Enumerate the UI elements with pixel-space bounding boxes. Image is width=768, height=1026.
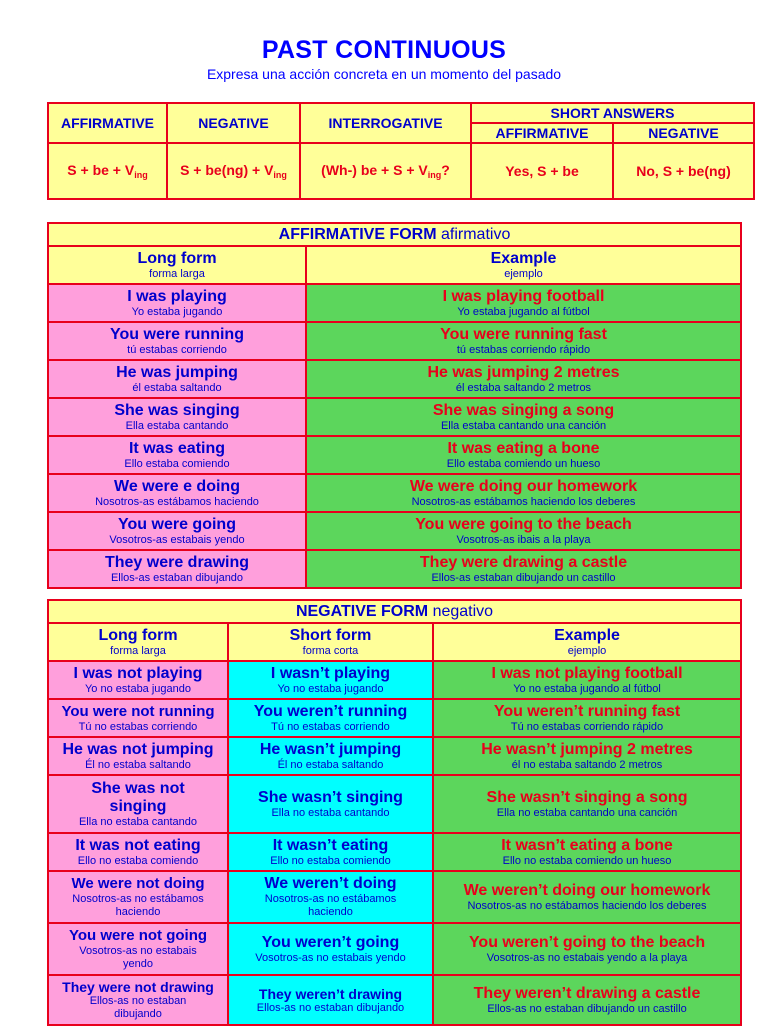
form-text: She was singing: [114, 401, 240, 419]
affirmative-long-form-cell: [48, 322, 306, 360]
short-form-translation: Yo no estaba jugando: [277, 682, 384, 695]
negative-short-form-cell: [228, 871, 433, 923]
negative-long-form-cell: [48, 871, 228, 923]
short-form-translation: Ello no estaba comiendo: [270, 854, 391, 867]
short-form-text: He wasn’t jumping: [259, 740, 402, 758]
affirmative-title-es: afirmativo: [441, 225, 511, 243]
short-form-translation: Él no estaba saltando: [277, 758, 384, 771]
negative-example-cell: [433, 923, 741, 975]
affirmative-long-form-cell: [48, 398, 306, 436]
header-translation: forma larga: [110, 644, 166, 657]
negative-example-cell: [433, 699, 741, 737]
affirmative-long-form-cell: [48, 550, 306, 588]
page-subtitle: Expresa una acción concreta en un momento del pasado: [206, 66, 562, 82]
summary-header-short-answers: SHORT ANSWERS: [471, 103, 754, 123]
example-text: She wasn’t singing a song: [486, 788, 688, 806]
negative-long-form-cell: [48, 699, 228, 737]
affirmative-example-cell: [306, 436, 741, 474]
example-translation: Yo no estaba jugando al fútbol: [513, 682, 661, 695]
example-translation: Ellos-as estaban dibujando un castillo: [431, 571, 616, 584]
form-text: You were running: [110, 325, 244, 343]
example-text: You were going to the beach: [415, 515, 632, 533]
negative-header-long-form: [48, 623, 228, 661]
negative-long-form-cell: [48, 775, 228, 833]
long-form-translation: Nosotros-as no estábamos haciendo: [72, 893, 204, 918]
page-title: PAST CONTINUOUS: [261, 36, 507, 64]
table-row: [48, 436, 741, 474]
form-text: We were e doing: [114, 477, 240, 495]
formula-text: (Wh-) be + S + V: [321, 162, 428, 178]
table-row: [48, 737, 741, 775]
affirmative-header-example: [306, 246, 741, 284]
example-translation: él no estaba saltando 2 metros: [511, 758, 663, 771]
short-form-text: You weren’t running: [253, 702, 408, 720]
short-form-translation: Ellos-as no estaban dibujando: [256, 1001, 405, 1014]
long-form-text: She was not singing: [91, 779, 185, 815]
affirmative-long-form-cell: [48, 436, 306, 474]
example-text: I was playing football: [442, 287, 605, 305]
negative-long-form-cell: [48, 737, 228, 775]
form-translation: él estaba saltando: [132, 381, 222, 394]
long-form-translation: Tú no estabas corriendo: [78, 720, 198, 733]
example-text: They weren’t drawing a castle: [473, 984, 701, 1002]
example-translation: tú estabas corriendo rápido: [456, 343, 591, 356]
negative-title-es: negativo: [432, 602, 494, 620]
negative-title-en: NEGATIVE FORM: [295, 602, 429, 620]
negative-title: [48, 600, 741, 623]
header-translation: ejemplo: [504, 267, 543, 280]
example-text: It wasn’t eating a bone: [501, 836, 673, 854]
summary-formula-negative: [167, 143, 300, 199]
negative-header-short-form: [228, 623, 433, 661]
header-text: Short form: [289, 626, 372, 644]
example-translation: Nosotros-as estábamos haciendo los deberes: [411, 495, 636, 508]
table-row: [48, 661, 741, 699]
table-row: [48, 474, 741, 512]
summary-table: [47, 102, 755, 200]
long-form-text: He was not jumping: [62, 740, 214, 758]
negative-long-form-cell: [48, 661, 228, 699]
table-row: [48, 360, 741, 398]
negative-long-form-cell: [48, 975, 228, 1025]
example-translation: Yo estaba jugando al fútbol: [457, 305, 590, 318]
negative-short-form-cell: [228, 737, 433, 775]
affirmative-long-form-cell: [48, 512, 306, 550]
affirmative-example-cell: [306, 360, 741, 398]
example-text: She was singing a song: [432, 401, 615, 419]
example-translation: él estaba saltando 2 metros: [455, 381, 592, 394]
negative-header-example: [433, 623, 741, 661]
form-translation: Ellos-as estaban dibujando: [110, 571, 244, 584]
form-text: He was jumping: [116, 363, 238, 381]
negative-short-form-cell: [228, 699, 433, 737]
negative-example-cell: [433, 833, 741, 871]
affirmative-example-cell: [306, 474, 741, 512]
summary-header-affirmative: AFFIRMATIVE: [48, 103, 167, 143]
example-text: He was jumping 2 metres: [427, 363, 620, 381]
example-text: You weren’t running fast: [493, 702, 681, 720]
form-translation: Nosotros-as estábamos haciendo: [95, 495, 259, 508]
short-form-translation: Tú no estabas corriendo: [271, 720, 390, 733]
example-text: I was not playing football: [491, 664, 683, 682]
long-form-text: We were not doing: [71, 875, 205, 892]
example-translation: Vosotros-as ibais a la playa: [456, 533, 591, 546]
form-translation: tú estabas corriendo: [127, 343, 227, 356]
affirmative-header-long-form: [48, 246, 306, 284]
short-form-text: You weren’t going: [261, 933, 400, 951]
example-translation: Ello no estaba comiendo un hueso: [502, 854, 672, 867]
header-translation: forma corta: [302, 644, 359, 657]
short-form-text: We weren’t doing: [264, 875, 397, 892]
formula-subscript: ing: [134, 170, 148, 180]
summary-formula-no: No, S + be(ng): [613, 143, 754, 199]
negative-example-cell: [433, 737, 741, 775]
summary-header-negative: NEGATIVE: [167, 103, 300, 143]
long-form-translation: Ella no estaba cantando: [78, 815, 198, 828]
example-text: We weren’t doing our homework: [463, 881, 711, 899]
affirmative-example-cell: [306, 550, 741, 588]
form-translation: Yo estaba jugando: [131, 305, 223, 318]
header-text: Example: [490, 249, 557, 267]
short-form-translation: Nosotros-as no estábamos haciendo: [264, 893, 397, 918]
affirmative-example-cell: [306, 512, 741, 550]
example-translation: Ello estaba comiendo un hueso: [446, 457, 601, 470]
table-row: [48, 322, 741, 360]
example-text: You were running fast: [440, 325, 607, 343]
form-text: I was playing: [127, 287, 227, 305]
negative-short-form-cell: [228, 923, 433, 975]
summary-formula-interrogative: [300, 143, 471, 199]
affirmative-example-cell: [306, 322, 741, 360]
example-text: He wasn’t jumping 2 metres: [481, 740, 693, 758]
formula-text: S + be(ng) + V: [180, 162, 274, 178]
summary-formula-affirmative: [48, 143, 167, 199]
long-form-text: It was not eating: [75, 836, 201, 854]
table-row: [48, 699, 741, 737]
form-translation: Ello estaba comiendo: [124, 457, 230, 470]
short-form-translation: Vosotros-as no estabais yendo: [255, 951, 406, 964]
short-form-text: They weren’t drawing: [258, 985, 403, 1002]
summary-header-sa-affirmative: AFFIRMATIVE: [471, 123, 613, 143]
negative-example-cell: [433, 871, 741, 923]
form-text: They were drawing: [104, 553, 250, 571]
example-translation: Nosotros-as no estábamos haciendo los deberes: [467, 899, 707, 912]
example-text: It was eating a bone: [447, 439, 600, 457]
short-form-text: I wasn’t playing: [270, 664, 391, 682]
negative-long-form-cell: [48, 833, 228, 871]
summary-header-sa-negative: NEGATIVE: [613, 123, 754, 143]
formula-subscript: ing: [427, 170, 442, 180]
negative-example-cell: [433, 775, 741, 833]
example-text: We were doing our homework: [409, 477, 638, 495]
affirmative-table: [47, 222, 742, 589]
table-row: [48, 284, 741, 322]
affirmative-title: [48, 223, 741, 246]
negative-example-cell: [433, 661, 741, 699]
form-text: You were going: [118, 515, 236, 533]
negative-short-form-cell: [228, 975, 433, 1025]
example-translation: Ellos-as no estaban dibujando un castillo: [487, 1002, 687, 1015]
long-form-text: They were not drawing: [62, 979, 214, 995]
short-form-translation: Ella no estaba cantando: [271, 806, 390, 819]
affirmative-example-cell: [306, 398, 741, 436]
formula-text: S + be + V: [67, 162, 135, 178]
long-form-translation: Ello no estaba comiendo: [77, 854, 199, 867]
affirmative-title-en: AFFIRMATIVE FORM: [278, 225, 437, 243]
table-row: [48, 775, 741, 833]
example-translation: Vosotros-as no estabais yendo a la playa: [486, 951, 688, 964]
negative-short-form-cell: [228, 661, 433, 699]
header-translation: forma larga: [149, 267, 205, 280]
summary-formula-yes: Yes, S + be: [471, 143, 613, 199]
negative-short-form-cell: [228, 775, 433, 833]
summary-header-interrogative: INTERROGATIVE: [300, 103, 471, 143]
example-text: You weren’t going to the beach: [468, 933, 706, 951]
example-translation: Tú no estabas corriendo rápido: [510, 720, 664, 733]
affirmative-example-cell: [306, 284, 741, 322]
form-translation: Ella estaba cantando: [125, 419, 229, 432]
negative-table: [47, 599, 742, 1026]
header-text: Long form: [137, 249, 217, 267]
long-form-text: You were not running: [61, 702, 215, 720]
table-row: [48, 871, 741, 923]
example-text: They were drawing a castle: [419, 553, 628, 571]
long-form-text: You were not going: [68, 927, 208, 944]
example-translation: Ella no estaba cantando una canción: [496, 806, 678, 819]
formula-subscript: ing: [273, 170, 287, 180]
affirmative-long-form-cell: [48, 474, 306, 512]
long-form-text: I was not playing: [73, 664, 203, 682]
table-row: [48, 923, 741, 975]
table-row: [48, 512, 741, 550]
table-row: [48, 550, 741, 588]
table-row: [48, 975, 741, 1025]
long-form-translation: Vosotros-as no estabais yendo: [79, 945, 197, 970]
table-row: [48, 833, 741, 871]
formula-question-mark: ?: [441, 162, 450, 178]
form-translation: Vosotros-as estabais yendo: [109, 533, 245, 546]
header-text: Long form: [98, 626, 178, 644]
negative-example-cell: [433, 975, 741, 1025]
table-row: [48, 398, 741, 436]
long-form-translation: Yo no estaba jugando: [84, 682, 192, 695]
short-form-text: She wasn’t singing: [258, 788, 403, 806]
example-translation: Ella estaba cantando una canción: [440, 419, 607, 432]
negative-long-form-cell: [48, 923, 228, 975]
long-form-translation: Él no estaba saltando: [85, 758, 191, 771]
header-text: Example: [554, 626, 620, 644]
negative-short-form-cell: [228, 833, 433, 871]
short-form-text: It wasn’t eating: [272, 836, 389, 854]
affirmative-long-form-cell: [48, 284, 306, 322]
form-text: It was eating: [128, 439, 226, 457]
long-form-translation: Ellos-as no estaban dibujando: [89, 995, 187, 1020]
header-translation: ejemplo: [567, 644, 607, 657]
affirmative-long-form-cell: [48, 360, 306, 398]
